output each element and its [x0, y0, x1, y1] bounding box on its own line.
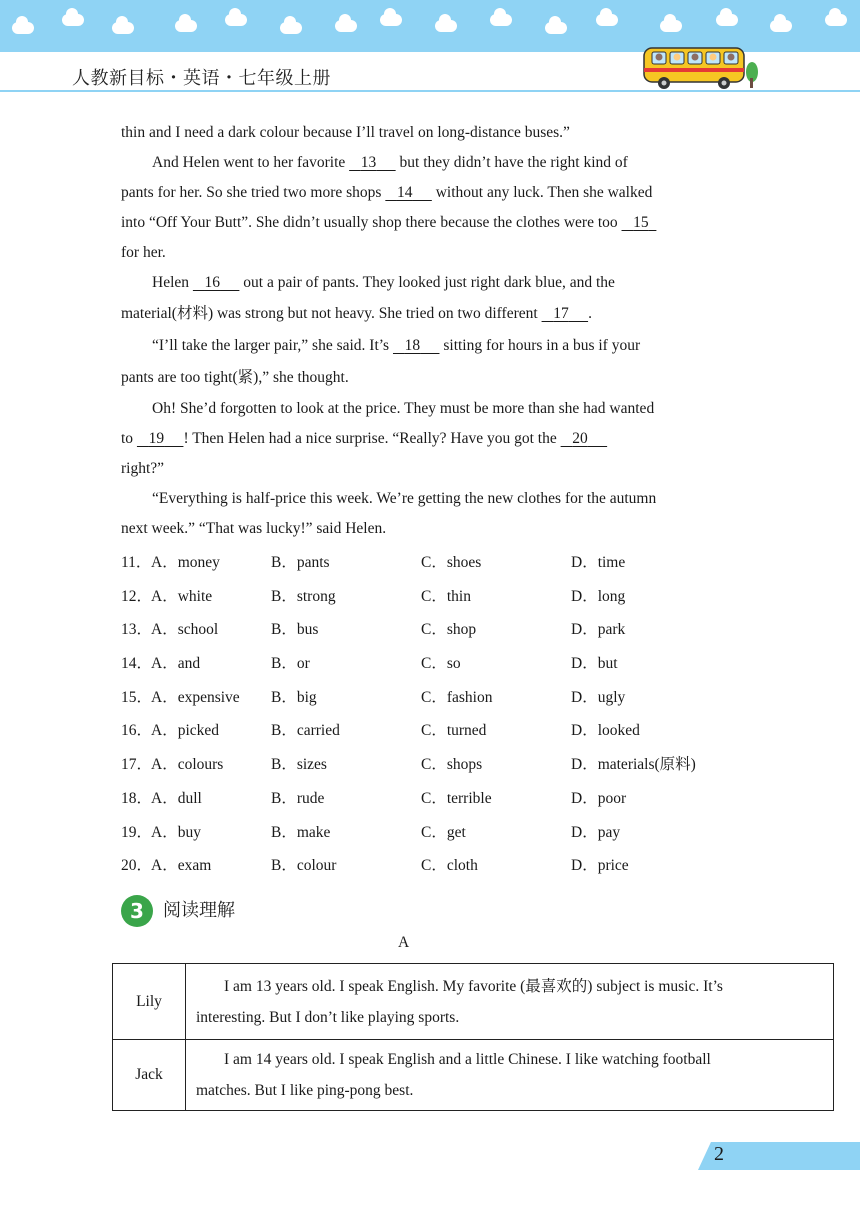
cloud-icon [335, 20, 357, 32]
cloud-icon [435, 20, 457, 32]
table-row [113, 1040, 834, 1111]
cloud-icon [62, 14, 84, 26]
option-b: B．big [271, 688, 317, 706]
option-c: C．thin [421, 587, 471, 605]
blank-17 [542, 298, 589, 330]
passage-line: right?” [121, 460, 165, 477]
option-d: D．long [571, 587, 626, 605]
passage-line: “Everything is half-price this week. We’re getting the new clothes for the autumn [152, 490, 657, 507]
option-c: C．so [421, 655, 461, 673]
option-b: B．carried [271, 722, 340, 740]
passage-text: to [121, 430, 137, 447]
cloud-icon [770, 20, 792, 32]
option-c: C．shops [421, 756, 483, 774]
school-bus-icon [640, 38, 760, 92]
passage-line: next week.” “That was lucky!” said Helen. [121, 520, 387, 537]
option-a: A．money [151, 554, 220, 571]
cloud-icon [716, 14, 738, 26]
blank-13 [349, 148, 396, 178]
question-number: 14． [121, 655, 153, 673]
option-c: C．get [421, 823, 466, 841]
page-number: 2 [714, 1143, 724, 1165]
option-a: A．white [151, 587, 213, 605]
blank-19 [137, 424, 184, 454]
option-a: A．school [151, 621, 219, 639]
passage-text: ! Then Helen had a nice surprise. “Really? Have you got the [183, 430, 561, 447]
blank-number: 18 [404, 337, 421, 354]
option-d: D．looked [571, 722, 640, 740]
passage-text: without any luck. Then she walked [431, 184, 653, 201]
passage-text: out a pair of pants. They looked just right dark blue, and the [239, 274, 615, 291]
passage-line [121, 268, 741, 298]
passage-line [121, 330, 741, 362]
option-b: B．strong [271, 587, 336, 605]
option-d: D．park [571, 621, 626, 639]
description-line: matches. But I like ping-pong best. [196, 1082, 414, 1099]
option-a: A．dull [151, 789, 202, 807]
question-number: 15． [121, 688, 153, 706]
blank-number: 14 [396, 184, 413, 201]
passage-line: thin and I need a dark colour because I’ll travel on long-distance buses.” [121, 124, 570, 141]
cloud-icon [490, 14, 512, 26]
option-c: C．shoes [421, 554, 482, 571]
option-b: B．or [271, 655, 310, 673]
question-number: 12． [121, 587, 153, 605]
passage-line [121, 298, 741, 330]
blank-number: 19 [148, 430, 165, 447]
section-title: 阅读理解 [163, 900, 235, 921]
passage-text: . [588, 305, 592, 322]
blank-20 [561, 424, 608, 454]
passage-line: pants are too tight(紧),” she thought. [121, 369, 349, 386]
cloud-icon [112, 22, 134, 34]
option-b: B．make [271, 823, 331, 841]
option-d: D．ugly [571, 688, 626, 706]
option-d: D．price [571, 857, 629, 875]
blank-18 [393, 330, 440, 362]
option-c: C．fashion [421, 688, 493, 706]
option-a: A．buy [151, 823, 201, 841]
option-d: D．pay [571, 823, 621, 841]
option-b: B．sizes [271, 756, 327, 774]
passage-line: Oh! She’d forgotten to look at the price. They must be more than she had wanted [152, 400, 655, 417]
passage-text: but they didn’t have the right kind of [395, 154, 628, 171]
question-number: 11． [121, 554, 152, 571]
option-d: D．time [571, 554, 626, 571]
option-c: C．turned [421, 722, 487, 740]
option-d: D．materials(原料) [571, 756, 696, 774]
cloud-icon [380, 14, 402, 26]
description-line: I am 14 years old. I speak English and a little Chinese. I like watching football [224, 1051, 711, 1068]
cloud-icon [175, 20, 197, 32]
option-b: B．bus [271, 621, 319, 639]
passage-text: material(材料) was strong but not heavy. She tried on two different [121, 305, 542, 322]
cloud-icon [280, 22, 302, 34]
description-line: I am 13 years old. I speak English. My favorite (最喜欢的) subject is music. It’s [224, 977, 723, 995]
option-c: C．terrible [421, 789, 492, 807]
option-c: C．shop [421, 621, 477, 639]
cloud-icon [596, 14, 618, 26]
option-b: B．rude [271, 789, 325, 807]
passage-line [121, 208, 741, 238]
profile-table [112, 963, 834, 1111]
question-number: 20． [121, 857, 153, 875]
blank-15 [622, 208, 657, 238]
passage-text: And Helen went to her favorite [152, 154, 350, 171]
passage-text: “I’ll take the larger pair,” she said. It’s [152, 337, 393, 354]
cloze-passage [121, 118, 741, 544]
cloud-icon [825, 14, 847, 26]
cloud-icon [545, 22, 567, 34]
cloud-icon [660, 20, 682, 32]
option-a: A．picked [151, 722, 220, 740]
passage-letter: A [398, 934, 410, 951]
passage-text: pants for her. So she tried two more shops [121, 184, 386, 201]
question-number: 16． [121, 722, 153, 740]
table-cell-name: Lily [113, 964, 186, 1040]
option-b: B．pants [271, 554, 330, 571]
passage-line [121, 178, 741, 208]
blank-number: 15 [633, 214, 649, 231]
question-number: 13． [121, 621, 153, 639]
question-number: 17． [121, 756, 153, 774]
header-title: 人教新目标・英语・七年级上册 [72, 68, 331, 89]
option-c: C．cloth [421, 857, 478, 875]
option-a: A．and [151, 655, 201, 673]
description-line: interesting. But I don’t like playing sports. [196, 1008, 460, 1026]
passage-line [121, 148, 741, 178]
blank-number: 20 [572, 430, 588, 447]
option-d: D．poor [571, 789, 627, 807]
option-d: D．but [571, 655, 618, 673]
cloud-icon [225, 14, 247, 26]
passage-line: for her. [121, 244, 166, 261]
option-b: B．colour [271, 857, 337, 875]
passage-text: sitting for hours in a bus if your [439, 337, 641, 354]
blank-number: 17 [553, 305, 569, 322]
table-cell-description [186, 964, 834, 1040]
table-cell-description [186, 1040, 834, 1111]
section-number-badge: 3 [121, 895, 153, 927]
question-number: 18． [121, 789, 153, 807]
table-cell-name: Jack [113, 1040, 186, 1111]
blank-number: 13 [360, 154, 377, 171]
cloud-icon [12, 22, 34, 34]
option-a: A．expensive [151, 688, 240, 706]
option-a: A．colours [151, 756, 224, 774]
passage-text: into “Off Your Butt”. She didn’t usually shop there because the clothes were too [121, 214, 622, 231]
question-number: 19． [121, 823, 153, 841]
header-divider [0, 90, 860, 92]
blank-number: 16 [204, 274, 221, 291]
blank-14 [385, 178, 432, 208]
option-a: A．exam [151, 857, 212, 875]
blank-16 [193, 268, 240, 298]
passage-line [121, 424, 741, 454]
table-row [113, 964, 834, 1040]
passage-text: Helen [152, 274, 193, 291]
